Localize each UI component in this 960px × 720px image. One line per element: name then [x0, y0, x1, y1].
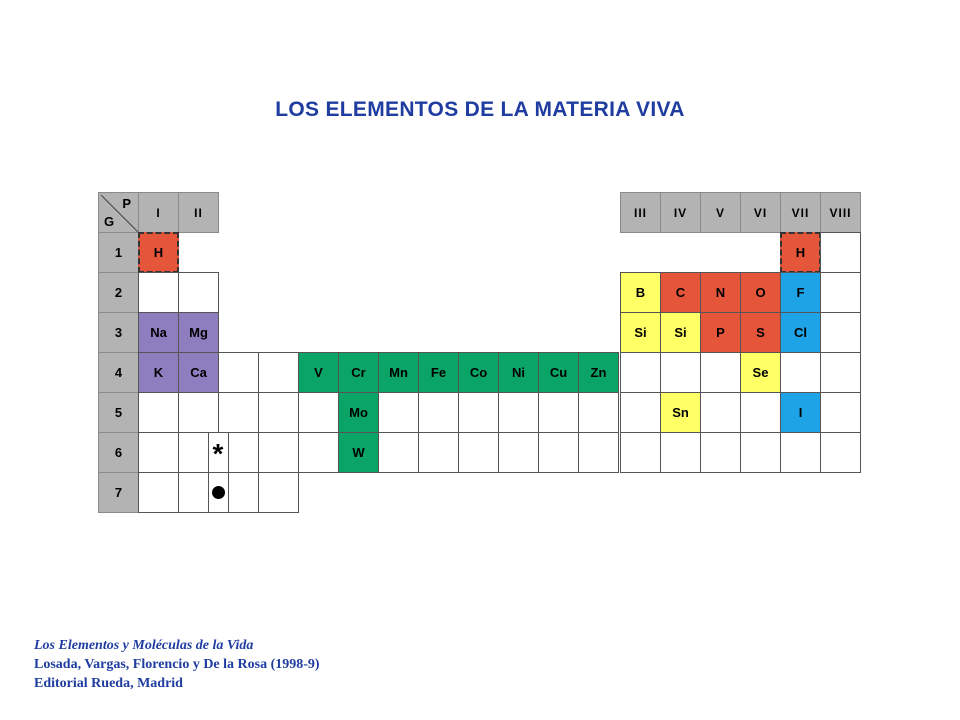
- element-cell: Na: [138, 312, 179, 353]
- element-cell: Sn: [660, 392, 701, 433]
- period-label: 3: [98, 312, 139, 353]
- period-label: 2: [98, 272, 139, 313]
- period-label: 5: [98, 392, 139, 433]
- empty-cell: [538, 392, 579, 433]
- empty-cell: [578, 432, 619, 473]
- empty-cell: [228, 432, 259, 473]
- empty-cell: [740, 432, 781, 473]
- element-cell: Ni: [498, 352, 539, 393]
- element-cell: Fe: [418, 352, 459, 393]
- empty-cell: [820, 312, 861, 353]
- period-label: 1: [98, 232, 139, 273]
- corner-cell: [98, 192, 139, 233]
- empty-cell: [418, 392, 459, 433]
- empty-cell: [178, 432, 209, 473]
- empty-cell: [258, 472, 299, 513]
- citation-publisher: Editorial Rueda, Madrid: [34, 676, 183, 691]
- empty-cell: [258, 392, 299, 433]
- element-cell: Si: [660, 312, 701, 353]
- empty-cell: [820, 392, 861, 433]
- actinide-dot-marker: [212, 486, 225, 499]
- element-cell: Si: [620, 312, 661, 353]
- empty-cell: [138, 472, 179, 513]
- empty-cell: [498, 392, 539, 433]
- element-cell: O: [740, 272, 781, 313]
- period-label: 4: [98, 352, 139, 393]
- empty-cell: [418, 432, 459, 473]
- element-cell: Mo: [338, 392, 379, 433]
- element-cell: I: [780, 392, 821, 433]
- element-cell: B: [620, 272, 661, 313]
- element-cell: Cl: [780, 312, 821, 353]
- element-cell: Mg: [178, 312, 219, 353]
- empty-cell: [178, 272, 219, 313]
- empty-cell: [820, 232, 861, 273]
- empty-cell: [378, 392, 419, 433]
- empty-cell: [700, 352, 741, 393]
- group-axis-label: G: [104, 214, 115, 229]
- element-cell: H: [780, 232, 821, 273]
- empty-cell: [218, 392, 259, 433]
- element-cell: W: [338, 432, 379, 473]
- empty-cell: [820, 432, 861, 473]
- element-cell: Co: [458, 352, 499, 393]
- empty-cell: [298, 392, 339, 433]
- period-axis-label: P: [122, 196, 131, 211]
- empty-cell: [298, 432, 339, 473]
- empty-cell: [660, 352, 701, 393]
- group-header: III: [620, 192, 661, 233]
- period-label: 6: [98, 432, 139, 473]
- empty-cell: [740, 392, 781, 433]
- element-cell: F: [780, 272, 821, 313]
- empty-cell: [700, 432, 741, 473]
- element-cell: Zn: [578, 352, 619, 393]
- empty-cell: [228, 472, 259, 513]
- empty-cell: [780, 432, 821, 473]
- group-header: VII: [780, 192, 821, 233]
- element-cell: N: [700, 272, 741, 313]
- empty-cell: [258, 432, 299, 473]
- empty-cell: [218, 352, 259, 393]
- empty-cell: [620, 432, 661, 473]
- group-header: IV: [660, 192, 701, 233]
- page-title: LOS ELEMENTOS DE LA MATERIA VIVA: [275, 98, 685, 121]
- empty-cell: [620, 352, 661, 393]
- element-cell: Cr: [338, 352, 379, 393]
- group-header: V: [700, 192, 741, 233]
- group-header: VIII: [820, 192, 861, 233]
- element-cell: K: [138, 352, 179, 393]
- empty-cell: [258, 352, 299, 393]
- element-cell: Se: [740, 352, 781, 393]
- empty-cell: [620, 392, 661, 433]
- empty-cell: [138, 272, 179, 313]
- element-cell: Mn: [378, 352, 419, 393]
- empty-cell: [780, 352, 821, 393]
- empty-cell: [178, 392, 219, 433]
- period-label: 7: [98, 472, 139, 513]
- element-cell: H: [138, 232, 179, 273]
- empty-cell: [498, 432, 539, 473]
- citation-authors: Losada, Vargas, Florencio y De la Rosa (1998-9): [34, 657, 320, 672]
- empty-cell: [138, 392, 179, 433]
- citation-book-title: Los Elementos y Moléculas de la Vida: [34, 638, 254, 653]
- element-cell: C: [660, 272, 701, 313]
- empty-cell: [178, 472, 209, 513]
- group-header: II: [178, 192, 219, 233]
- empty-cell: [578, 392, 619, 433]
- empty-cell: [538, 432, 579, 473]
- empty-cell: [138, 432, 179, 473]
- empty-cell: [820, 272, 861, 313]
- empty-cell: [660, 432, 701, 473]
- element-cell: V: [298, 352, 339, 393]
- element-cell: P: [700, 312, 741, 353]
- lanthanide-asterisk-marker: *: [212, 438, 224, 469]
- element-cell: S: [740, 312, 781, 353]
- empty-cell: [700, 392, 741, 433]
- empty-cell: [820, 352, 861, 393]
- empty-cell: [378, 432, 419, 473]
- element-cell: Cu: [538, 352, 579, 393]
- empty-cell: [458, 432, 499, 473]
- group-header: I: [138, 192, 179, 233]
- empty-cell: [458, 392, 499, 433]
- citation: [34, 636, 320, 693]
- element-cell: Ca: [178, 352, 219, 393]
- group-header: VI: [740, 192, 781, 233]
